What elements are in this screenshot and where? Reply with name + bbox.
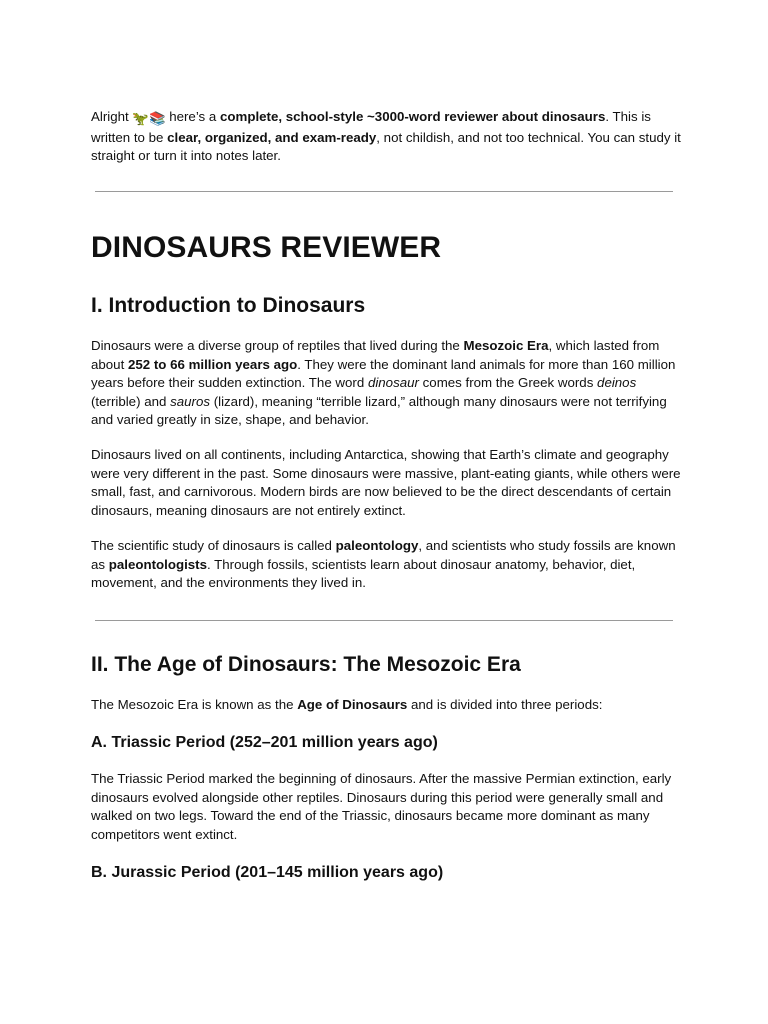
- subheading: B. Jurassic Period (201–145 million years ago): [91, 864, 444, 881]
- section-1-paragraph-2: [91, 446, 681, 520]
- intro-bold: clear, organized, and exam-ready: [167, 129, 377, 145]
- section-1-paragraph-3: [91, 537, 681, 593]
- body-text: The Triassic Period marked the beginning of dinosaurs. After the massive Permian extinction, early dinosaurs evolved alongside other reptiles. Dinosaurs during this period were generally small and walked on two legs. Toward the end of the Triassic, dinosaurs became more dominant as many competitors went extinct.: [91, 771, 672, 842]
- intro-text: , not childish, and not too technical. You can study it straight or turn it into notes later.: [91, 129, 681, 164]
- body-text: , which lasted from about: [91, 338, 660, 372]
- body-italic: sauros: [170, 393, 210, 409]
- intro-text: . This is written to be: [91, 109, 651, 145]
- subheading-triassic-block: [91, 733, 681, 753]
- subheading-jurassic-block: [91, 863, 681, 883]
- body-text: comes from the Greek words: [418, 375, 598, 391]
- body-text: . Through fossils, scientists learn about dinosaur anatomy, behavior, diet, movement, and the environments they lived in.: [91, 556, 636, 591]
- body-text: and is divided into three periods:: [407, 697, 603, 712]
- body-text: Dinosaurs lived on all continents, including Antarctica, showing that Earth’s climate and geography were very different in the past. Some dinosaurs were massive, plant-eating giants, while others were small, fast, and carnivorous. Modern birds are now believed to be the direct descendants of certain dinosaurs, meaning dinosaurs are not entirely extinct.: [91, 447, 681, 518]
- section-2-heading-block: [91, 652, 681, 678]
- subheading: A. Triassic Period (252–201 million years ago): [91, 734, 438, 751]
- divider: [95, 191, 673, 192]
- divider: [95, 620, 673, 621]
- body-text: (lizard), meaning “terrible lizard,” although many dinosaurs were not terrifying and varied greatly in size, shape, and behavior.: [91, 393, 667, 428]
- intro-text: Alright: [91, 109, 133, 124]
- section-heading: I. Introduction to Dinosaurs: [91, 294, 366, 317]
- body-bold: 252 to 66 million years ago: [127, 356, 298, 372]
- dinosaur-emoji-icon: 🦖: [132, 111, 149, 126]
- body-text: (terrible) and: [91, 393, 171, 409]
- body-text: , and scientists who study fossils are known as: [91, 538, 676, 572]
- body-italic: dinosaur: [367, 375, 419, 391]
- body-bold: Mesozoic Era: [463, 338, 549, 353]
- body-text: The Mesozoic Era is known as the: [91, 697, 298, 712]
- section-1-paragraph-1: [91, 337, 681, 430]
- page-title: DINOSAURS REVIEWER: [91, 231, 442, 264]
- body-text: . They were the dominant land animals for more than 160 million years before their sudden extinction. The word: [91, 356, 676, 391]
- body-text: Dinosaurs were a diverse group of reptiles that lived during the: [91, 338, 464, 353]
- page-title-block: [91, 230, 681, 266]
- section-1-heading-block: [91, 293, 681, 319]
- intro-bold: complete, school-style ~3000-word reviewer about dinosaurs: [219, 109, 606, 124]
- body-bold: paleontologists: [108, 556, 208, 572]
- section-heading: II. The Age of Dinosaurs: The Mesozoic Era: [91, 653, 521, 676]
- intro-text: here’s a: [165, 109, 220, 124]
- body-text: The scientific study of dinosaurs is called: [91, 538, 336, 553]
- intro-paragraph: [91, 108, 681, 166]
- section-2-paragraph-1: [91, 696, 681, 715]
- body-italic: deinos: [597, 375, 637, 391]
- section-2-paragraph-2: [91, 770, 681, 844]
- body-bold: paleontology: [335, 538, 419, 553]
- books-emoji-icon: 📚: [148, 111, 166, 126]
- body-bold: Age of Dinosaurs: [297, 697, 408, 712]
